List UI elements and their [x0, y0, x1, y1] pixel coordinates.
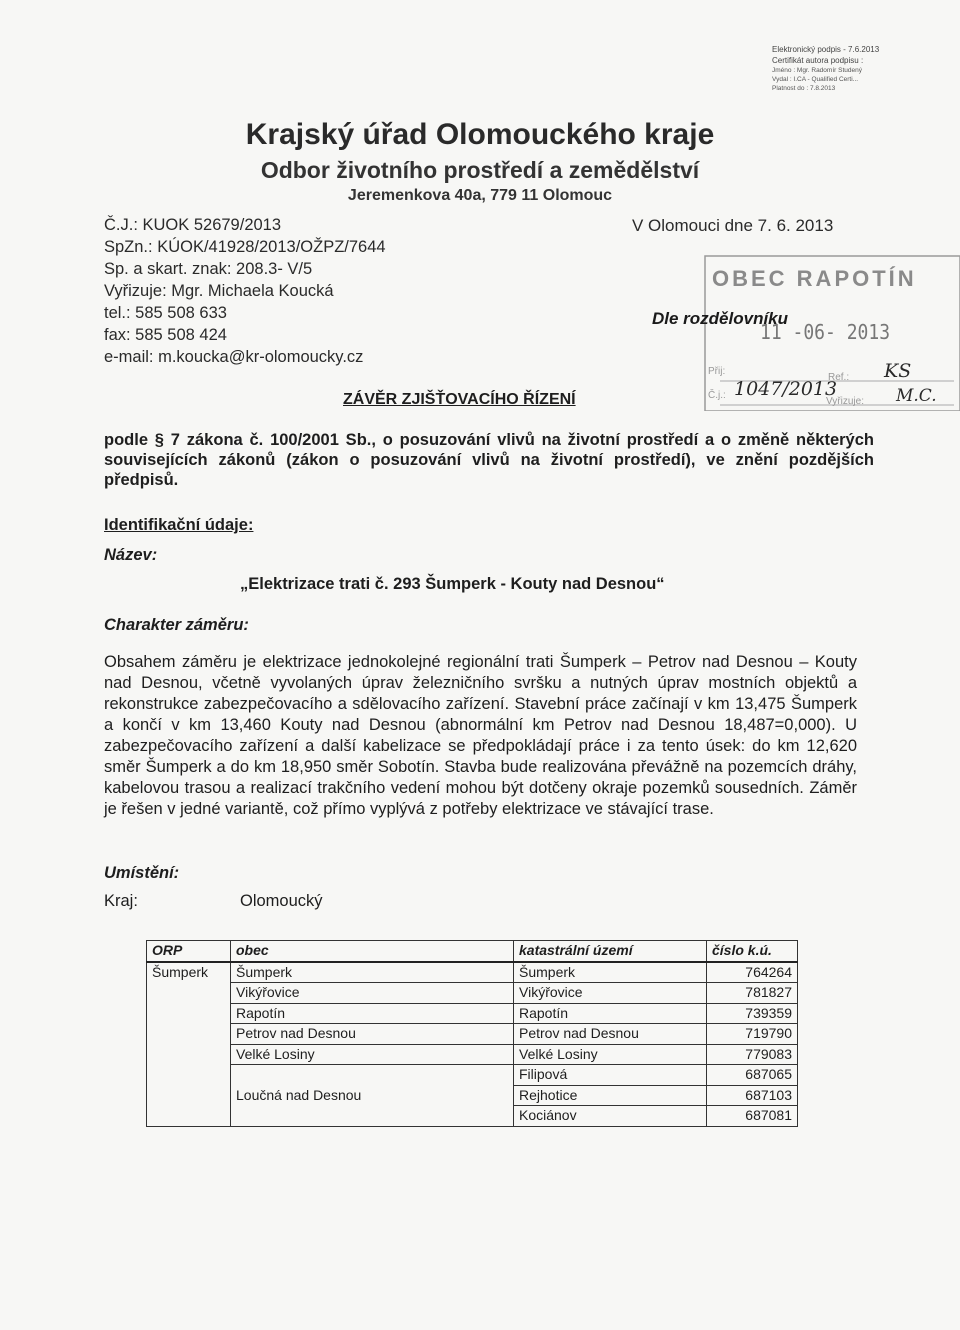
stamp-received-date: 11 -06- 2013	[760, 320, 891, 344]
cell-ku: Rejhotice	[514, 1085, 707, 1106]
cell-obec: Petrov nad Desnou	[231, 1024, 514, 1045]
region-label: Kraj:	[104, 892, 138, 910]
cell-ku: Velké Losiny	[514, 1044, 707, 1065]
esig-line-2: Certifikát autora podpisu :	[772, 56, 864, 65]
cell-ku: Rapotín	[514, 1003, 707, 1024]
legal-basis-paragraph	[104, 430, 874, 490]
project-name: „Elektrizace trati č. 293 Šumperk - Kouty nad Desnou“	[240, 575, 665, 593]
cell-cislo: 687103	[707, 1085, 798, 1106]
territory-table	[146, 940, 798, 1127]
document-title: ZÁVĚR ZJIŠŤOVACÍHO ŘÍZENÍ	[343, 391, 576, 408]
reference-cj: Č.J.: KUOK 52679/2013	[104, 216, 282, 234]
table-row	[147, 1065, 798, 1086]
character-description: Obsahem záměru je elektrizace jednokolejné regionální trati Šumperk – Petrov nad Desnou – Kouty nad Desnou, včetně vyvolaných úprav železničního svršku a nutných úprav mostních objektů a rekonstrukce zabezpečovacího a sdělovacího zařízení. Stavební práce začínají v km 13,475 Šumperk a končí v km 13,460 Kouty nad Desnou (abnormální km Petrov nad Desnou 18,487=0,000). U zabezpečovacího zařízení a další kabelizace se předpokládají práce i za tento úsek: do km 12,620 směr Šumperk a do km 18,950 směr Sobotín. Stavba bude realizována převážně na pozemcích dráhy, kabelovou trasou a realizací trakčního vedení mohou být dotčeny okraje pozemků sousedních. Záměr je řešen v jedné variantě, což přímo vyplývá z potřeby elektrizace ve stávající trase.	[104, 653, 857, 818]
cell-obec: Velké Losiny	[231, 1044, 514, 1065]
authority-name: Krajský úřad Olomouckého kraje	[245, 118, 715, 151]
cell-ku: Filipová	[514, 1065, 707, 1086]
reference-fax: fax: 585 508 424	[104, 326, 227, 344]
reference-vyrizuje: Vyřizuje: Mgr. Michaela Koucká	[104, 282, 334, 300]
stamp-cj-value: 1047/2013	[734, 378, 838, 400]
identification-heading: Identifikační údaje:	[104, 516, 254, 534]
esig-line-1: Elektronický podpis - 7.6.2013	[772, 45, 880, 54]
character-label: Charakter záměru:	[104, 616, 249, 634]
esig-line-5: Platnost do : 7.8.2013	[772, 85, 836, 92]
cell-obec: Rapotín	[231, 1003, 514, 1024]
cell-ku: Vikýřovice	[514, 983, 707, 1004]
cell-obec: Vikýřovice	[231, 983, 514, 1004]
cell-cislo: 781827	[707, 983, 798, 1004]
reference-email: e-mail: m.koucka@kr-olomoucky.cz	[104, 348, 364, 366]
cell-cislo: 687081	[707, 1106, 798, 1127]
cell-orp: Šumperk	[147, 962, 231, 1127]
region-value: Olomoucký	[240, 892, 323, 910]
stamp-label-vyrizuje: Vyřizuje:	[826, 396, 864, 407]
header-orp: ORP	[147, 941, 231, 962]
authority-address: Jeremenkova 40a, 779 11 Olomouc	[347, 187, 613, 204]
document-date: V Olomouci dne 7. 6. 2013	[632, 216, 834, 235]
cell-obec: Šumperk	[231, 962, 514, 983]
cell-ku: Kociánov	[514, 1106, 707, 1127]
reference-block	[104, 214, 386, 368]
electronic-signature	[772, 44, 879, 93]
name-label: Název:	[104, 546, 158, 564]
header-obec: obec	[231, 941, 514, 962]
table-row	[147, 983, 798, 1004]
stamp-vyrizuje-value: M.C.	[896, 386, 937, 406]
table-row	[147, 1024, 798, 1045]
header-katastralni-uzemi: katastrální území	[514, 941, 707, 962]
table-header-row	[147, 941, 798, 962]
table-row	[147, 1044, 798, 1065]
reference-tel: tel.: 585 508 633	[104, 304, 227, 322]
stamp-label-prij: Přij:	[708, 366, 726, 377]
table-row	[147, 962, 798, 983]
stamp-label-cj: Č.j.:	[708, 390, 726, 401]
cell-obec: Loučná nad Desnou	[231, 1065, 514, 1127]
cell-ku: Šumperk	[514, 962, 707, 983]
header-cislo-ku: číslo k.ú.	[707, 941, 798, 962]
reference-spzn: SpZn.: KÚOK/41928/2013/OŽPZ/7644	[104, 238, 386, 256]
reference-skart: Sp. a skart. znak: 208.3- V/5	[104, 260, 313, 278]
cell-cislo: 719790	[707, 1024, 798, 1045]
distribution-note: Dle rozdělovníku	[652, 309, 789, 328]
stamp-title: OBEC RAPOTÍN	[712, 266, 917, 291]
legal-basis-law: podle § 7 zákona č. 100/2001 Sb.	[104, 431, 372, 449]
cell-cislo: 687065	[707, 1065, 798, 1086]
esig-line-3: Jméno : Mgr. Radomír Studený	[772, 67, 862, 74]
esig-line-4: Vydal : I.CA - Qualified Certi...	[772, 76, 859, 83]
legal-basis-text: , o posuzování vlivů na životní prostředí a o změně některých souvisejících zákonů (zákon o posuzování vlivů na životní prostředí), ve znění pozdějších předpisů.	[104, 431, 874, 489]
department-name: Odbor životního prostředí a zemědělství	[260, 157, 700, 183]
cell-ku: Petrov nad Desnou	[514, 1024, 707, 1045]
stamp-ref-value: KS	[884, 360, 912, 382]
table-row	[147, 1003, 798, 1024]
stamp-label-ref: Ref.:	[828, 372, 850, 383]
location-label: Umístění:	[104, 864, 180, 882]
cell-cislo: 739359	[707, 1003, 798, 1024]
cell-cislo: 764264	[707, 962, 798, 983]
cell-cislo: 779083	[707, 1044, 798, 1065]
